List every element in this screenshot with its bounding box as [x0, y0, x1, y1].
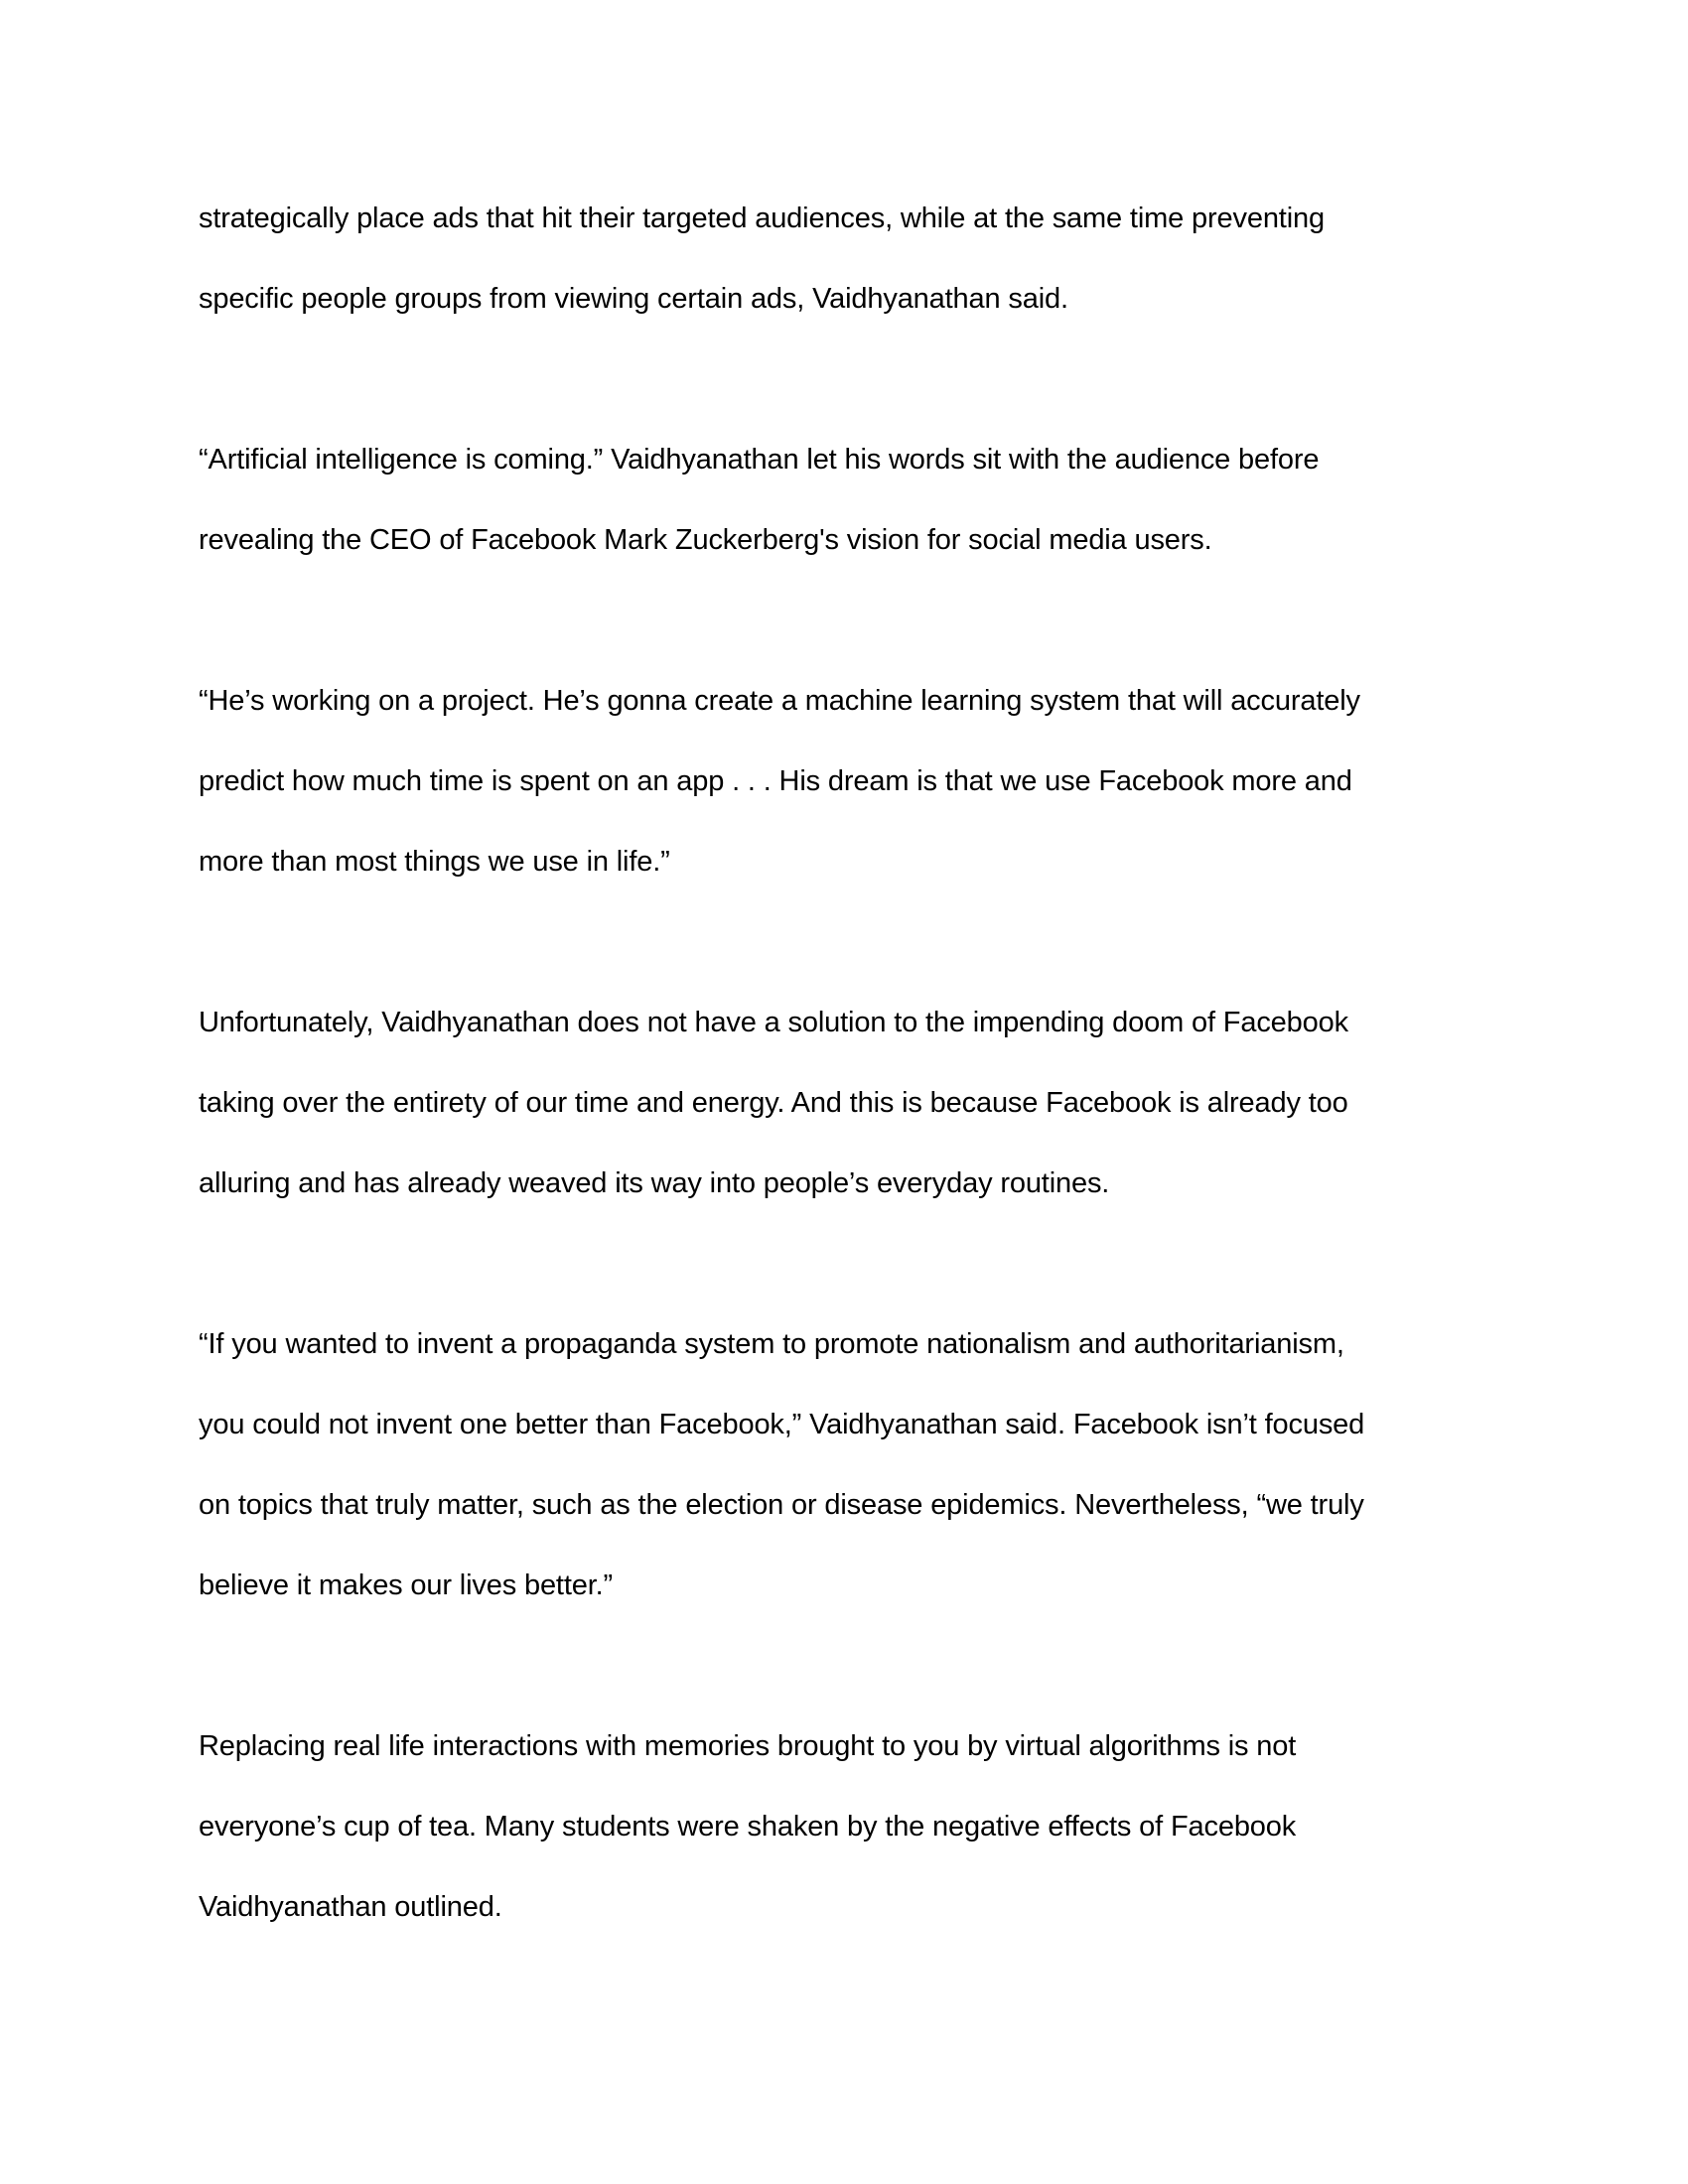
- blank-line: [199, 1641, 1489, 1721]
- text-line: “Artificial intelligence is coming.” Vaidhyanathan let his words sit with the audience before: [199, 444, 1320, 476]
- text-line: everyone’s cup of tea. Many students were shaken by the negative effects of Facebook: [199, 1811, 1297, 1843]
- blank-line: [199, 354, 1489, 435]
- text-line: strategically place ads that hit their targeted audiences, while at the same time preventing: [199, 203, 1325, 234]
- text-line: “If you wanted to invent a propaganda system to promote nationalism and authoritarianism,: [199, 1328, 1344, 1360]
- text-line: more than most things we use in life.”: [199, 846, 670, 878]
- text-line: believe it makes our lives better.”: [199, 1570, 614, 1601]
- blank-line: [199, 1239, 1489, 1319]
- text-line: you could not invent one better than Facebook,” Vaidhyanathan said. Facebook isn’t focused: [199, 1409, 1365, 1440]
- text-line: Vaidhyanathan outlined.: [199, 1891, 502, 1923]
- text-line: Replacing real life interactions with memories brought to you by virtual algorithms is not: [199, 1730, 1297, 1762]
- text-line: predict how much time is spent on an app . . . His dream is that we use Facebook more and: [199, 765, 1352, 797]
- blank-line: [199, 596, 1489, 676]
- text-line: revealing the CEO of Facebook Mark Zuckerberg's vision for social media users.: [199, 524, 1212, 556]
- text-line: on topics that truly matter, such as the election or disease epidemics. Nevertheless, “we truly: [199, 1489, 1364, 1521]
- text-line: alluring and has already weaved its way into people’s everyday routines.: [199, 1167, 1110, 1199]
- text-line: taking over the entirety of our time and energy. And this is because Facebook is already too: [199, 1087, 1348, 1119]
- text-line: specific people groups from viewing certain ads, Vaidhyanathan said.: [199, 283, 1068, 315]
- document-body: [199, 194, 1489, 1963]
- blank-line: [199, 917, 1489, 998]
- text-line: “He’s working on a project. He’s gonna create a machine learning system that will accurately: [199, 685, 1360, 717]
- text-line: Unfortunately, Vaidhyanathan does not have a solution to the impending doom of Facebook: [199, 1007, 1348, 1038]
